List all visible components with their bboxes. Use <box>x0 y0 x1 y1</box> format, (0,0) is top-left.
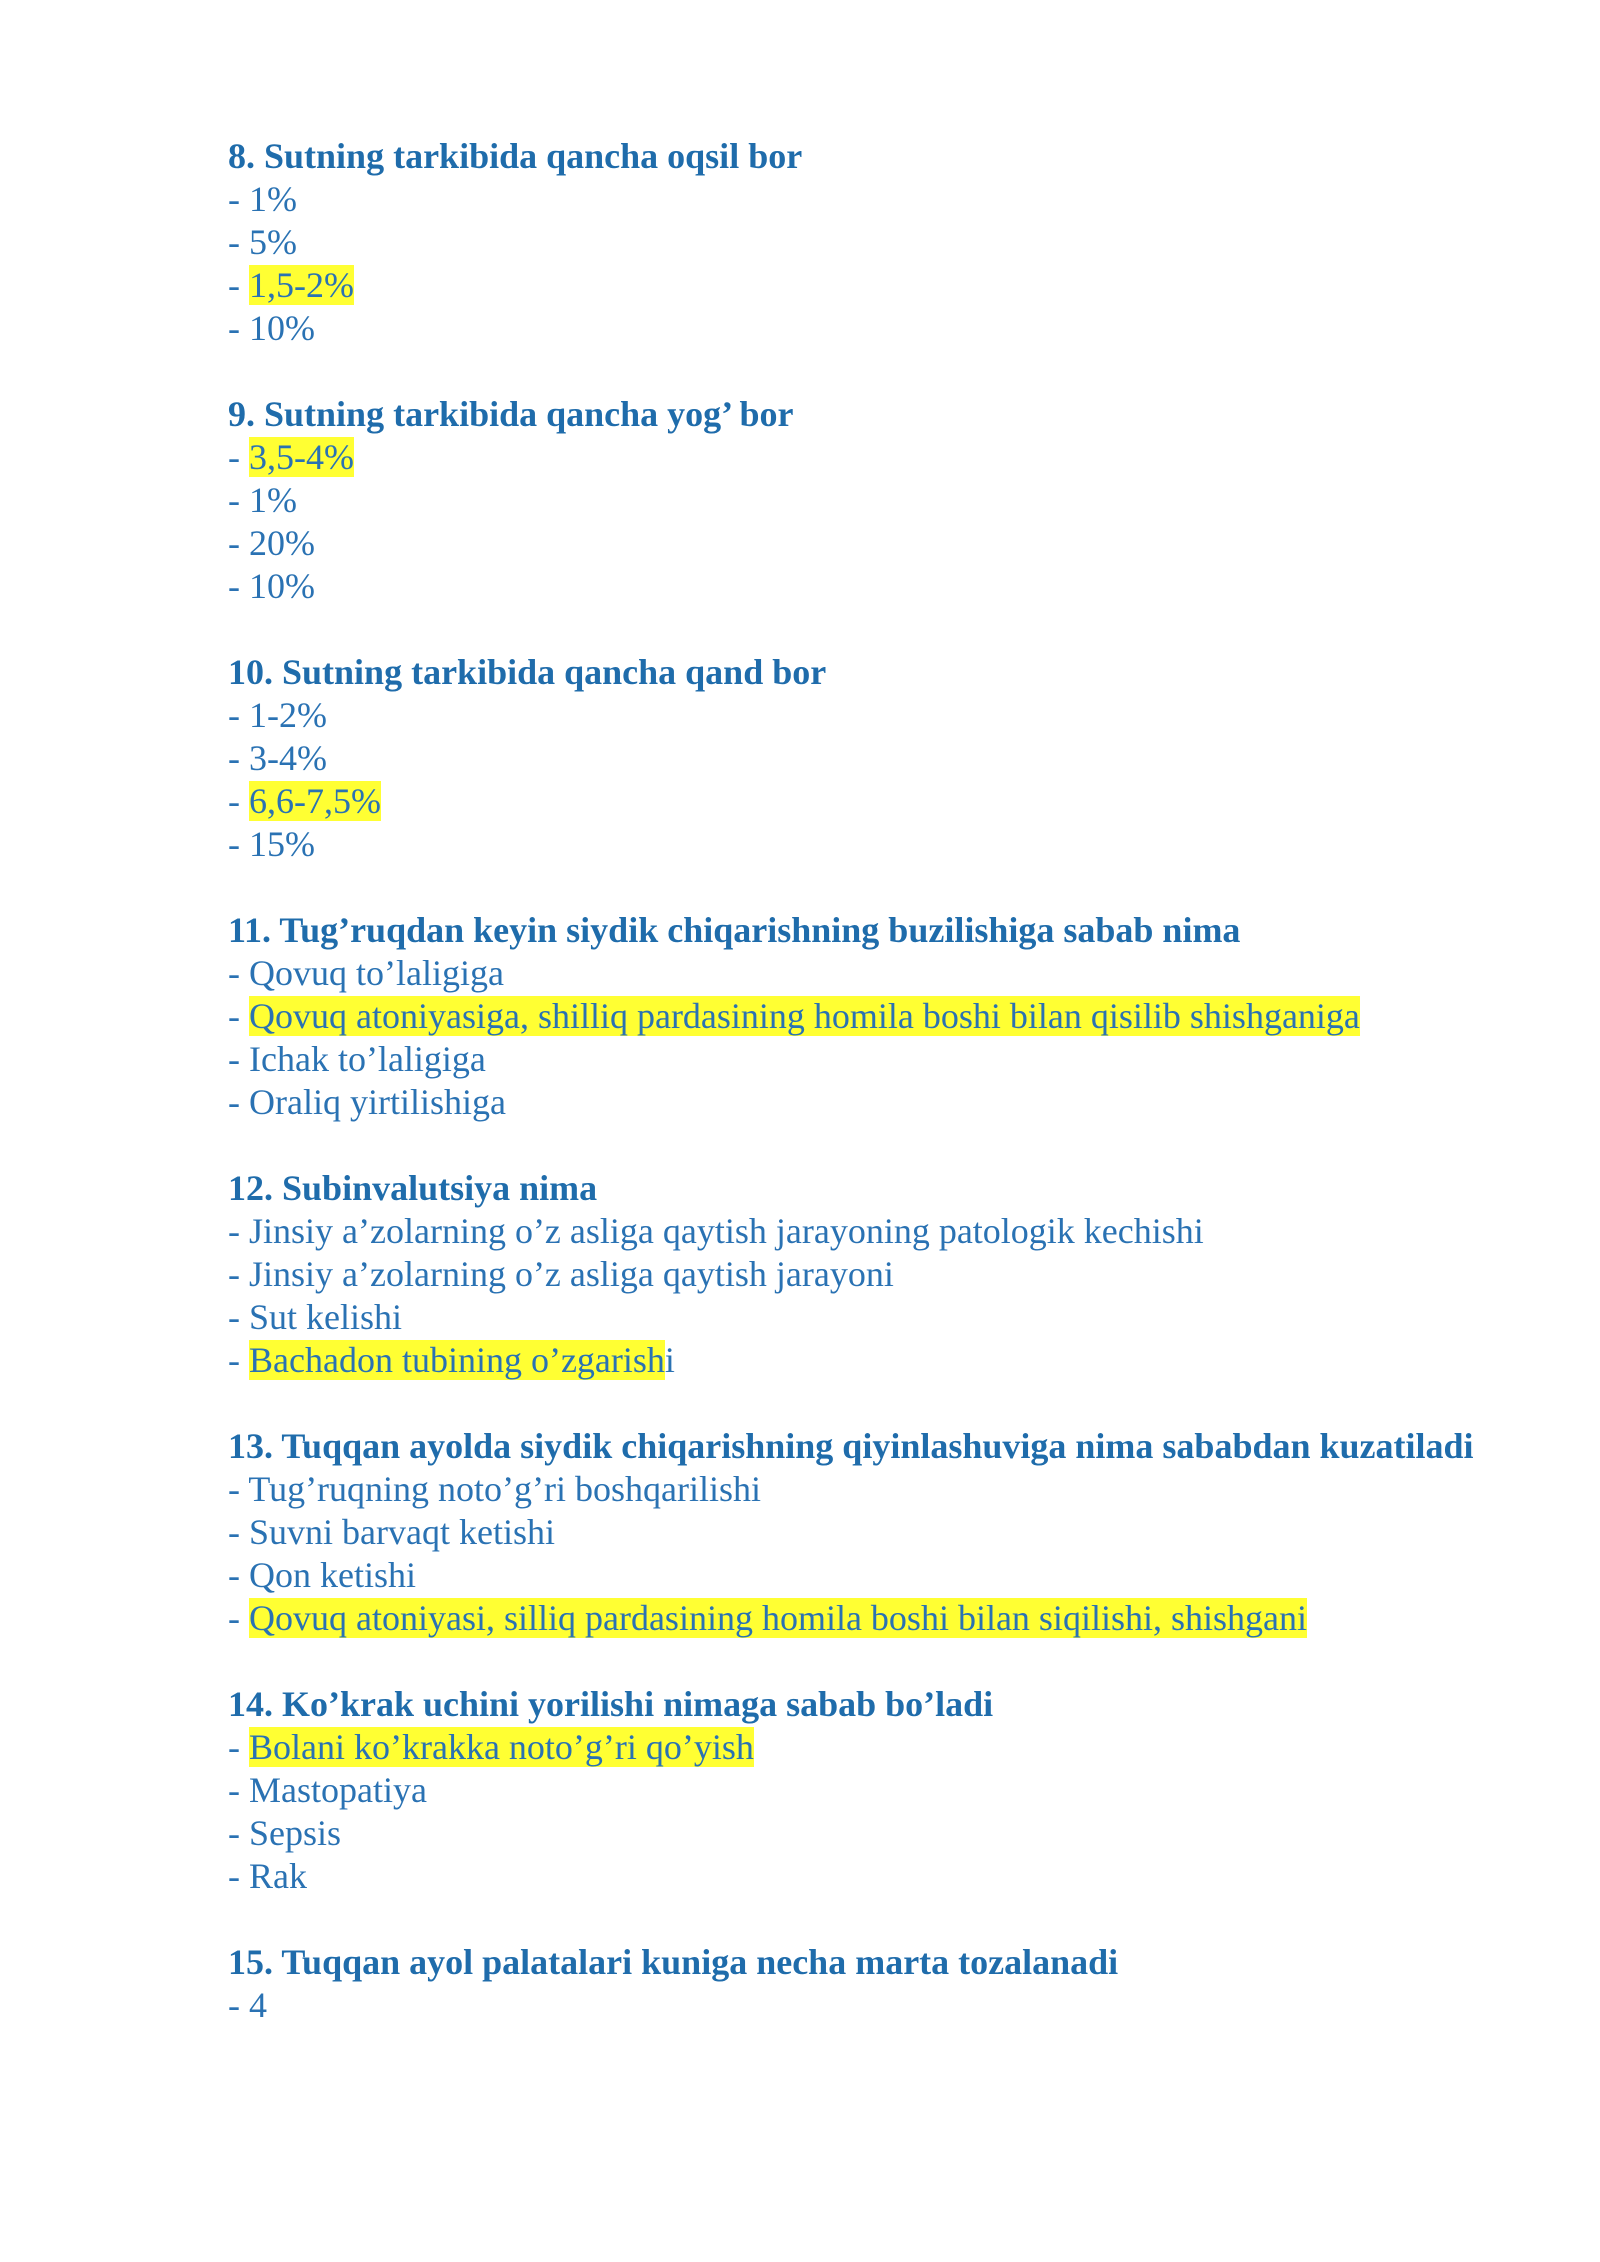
answer-option-correct <box>228 436 1488 479</box>
answer-option <box>228 1511 1488 1554</box>
answer-option <box>228 737 1488 780</box>
answer-list <box>228 694 1488 866</box>
answer-option <box>228 479 1488 522</box>
answer-text: Suvni barvaqt ketishi <box>249 1512 555 1552</box>
answer-dash: - <box>228 1985 249 2025</box>
answer-text: Bachadon tubining o’zgarish <box>249 1340 665 1380</box>
question-title: 11. Tug’ruqdan keyin siydik chiqarishning buzilishiga sabab nima <box>228 910 1241 950</box>
answer-dash: - <box>228 781 249 821</box>
answer-text: Tug’ruqning noto’g’ri boshqarilishi <box>248 1469 762 1509</box>
answer-dash: - <box>228 566 249 606</box>
answer-option <box>228 565 1488 608</box>
answer-option <box>228 522 1488 565</box>
answer-dash: - <box>228 1211 249 1251</box>
answer-text: 1-2% <box>249 695 327 735</box>
answer-text: Qovuq atoniyasiga, shilliq pardasining homila boshi bilan qisilib shishganiga <box>249 996 1360 1036</box>
question-title: 13. Tuqqan ayolda siydik chiqarishning qiyinlashuviga nima sababdan kuzatiladi <box>228 1426 1474 1466</box>
answer-option <box>228 1038 1488 1081</box>
document-page <box>228 135 1488 2070</box>
question-block <box>228 1683 1488 1898</box>
answer-dash: - <box>228 179 249 219</box>
answer-text: 3,5-4% <box>249 437 354 477</box>
answer-dash: - <box>228 1469 249 1509</box>
answer-text: Oraliq yirtilishiga <box>249 1082 506 1122</box>
answer-dash: - <box>228 1813 249 1853</box>
answer-dash: - <box>228 523 249 563</box>
answer-dash: - <box>228 308 249 348</box>
answer-text: Sut kelishi <box>249 1297 403 1337</box>
answer-dash: - <box>228 1039 249 1079</box>
answer-text: 10% <box>249 566 315 606</box>
answer-dash: - <box>228 1856 249 1896</box>
answer-text: 5% <box>249 222 297 262</box>
answer-list <box>228 178 1488 350</box>
question-title: 10. Sutning tarkibida qancha qand bor <box>228 652 827 692</box>
answer-text: 1,5-2% <box>249 265 354 305</box>
question-title: 9. Sutning tarkibida qancha yog’ bor <box>228 394 794 434</box>
answer-dash: - <box>228 437 249 477</box>
answer-dash: - <box>228 1254 249 1294</box>
answer-list <box>228 1210 1488 1382</box>
answer-text: 1% <box>249 480 297 520</box>
answer-text: 1% <box>249 179 297 219</box>
question-block <box>228 1425 1488 1640</box>
answer-dash: - <box>228 1555 249 1595</box>
answer-dash: - <box>228 996 249 1036</box>
question-block <box>228 1167 1488 1382</box>
answer-dash: - <box>228 222 249 262</box>
answer-text: Bolani ko’krakka noto’g’ri qo’yish <box>249 1727 754 1767</box>
answer-text: 3-4% <box>249 738 327 778</box>
answer-dash: - <box>228 953 249 993</box>
answer-dash: - <box>228 1727 249 1767</box>
answer-option <box>228 1210 1488 1253</box>
answer-option <box>228 1296 1488 1339</box>
answer-dash: - <box>228 480 249 520</box>
question-block <box>228 1941 1488 2027</box>
question-title: 14. Ko’krak uchini yorilishi nimaga sabab bo’ladi <box>228 1684 994 1724</box>
answer-dash: - <box>228 1082 249 1122</box>
answer-dash: - <box>228 1598 249 1638</box>
answer-list <box>228 1468 1488 1640</box>
answer-text: Qovuq to’laligiga <box>249 953 504 993</box>
answer-option <box>228 1812 1488 1855</box>
answer-option <box>228 1984 1488 2027</box>
question-block <box>228 651 1488 866</box>
answer-option <box>228 952 1488 995</box>
answer-dash: - <box>228 695 249 735</box>
answer-text: Rak <box>249 1856 307 1896</box>
answer-dash: - <box>228 1297 249 1337</box>
answer-dash: - <box>228 1512 249 1552</box>
answer-text: Jinsiy a’zolarning o’z asliga qaytish jarayoni <box>249 1254 894 1294</box>
answer-list <box>228 1726 1488 1898</box>
answer-dash: - <box>228 1770 249 1810</box>
answer-dash: - <box>228 265 249 305</box>
answer-option <box>228 694 1488 737</box>
answer-dash: - <box>228 738 249 778</box>
answer-text: 20% <box>249 523 315 563</box>
answer-option <box>228 178 1488 221</box>
answer-text: 4 <box>249 1985 267 2025</box>
answer-dash: - <box>228 1340 249 1380</box>
question-block <box>228 393 1488 608</box>
answer-text: 10% <box>249 308 315 348</box>
question-block <box>228 135 1488 350</box>
answer-option <box>228 307 1488 350</box>
answer-option <box>228 1554 1488 1597</box>
answer-option-correct <box>228 1339 1488 1382</box>
answer-text: 15% <box>249 824 315 864</box>
answer-option <box>228 1769 1488 1812</box>
answer-option <box>228 1081 1488 1124</box>
answer-option <box>228 1468 1488 1511</box>
answer-text: 6,6-7,5% <box>249 781 381 821</box>
question-block <box>228 909 1488 1124</box>
answer-option-correct <box>228 995 1488 1038</box>
answer-text: Mastopatiya <box>249 1770 427 1810</box>
answer-text: Sepsis <box>249 1813 342 1853</box>
question-title: 12. Subinvalutsiya nima <box>228 1168 598 1208</box>
answer-text: Jinsiy a’zolarning o’z asliga qaytish jarayoning patologik kechishi <box>249 1211 1204 1251</box>
answer-list <box>228 436 1488 608</box>
answer-option <box>228 1253 1488 1296</box>
answer-text: Ichak to’laligiga <box>249 1039 486 1079</box>
answer-dash: - <box>228 824 249 864</box>
answer-option-correct <box>228 780 1488 823</box>
answer-list <box>228 952 1488 1124</box>
answer-option-correct <box>228 1726 1488 1769</box>
question-title: 8. Sutning tarkibida qancha oqsil bor <box>228 136 803 176</box>
answer-option <box>228 221 1488 264</box>
answer-option <box>228 1855 1488 1898</box>
answer-text: Qon ketishi <box>249 1555 416 1595</box>
answer-text: Qovuq atoniyasi, silliq pardasining homila boshi bilan siqilishi, shishgani <box>249 1598 1307 1638</box>
question-title: 15. Tuqqan ayol palatalari kuniga necha marta tozalanadi <box>228 1942 1119 1982</box>
answer-option <box>228 823 1488 866</box>
answer-option-correct <box>228 264 1488 307</box>
answer-list <box>228 1984 1488 2027</box>
answer-option-correct <box>228 1597 1488 1640</box>
answer-text-tail: i <box>664 1340 675 1380</box>
